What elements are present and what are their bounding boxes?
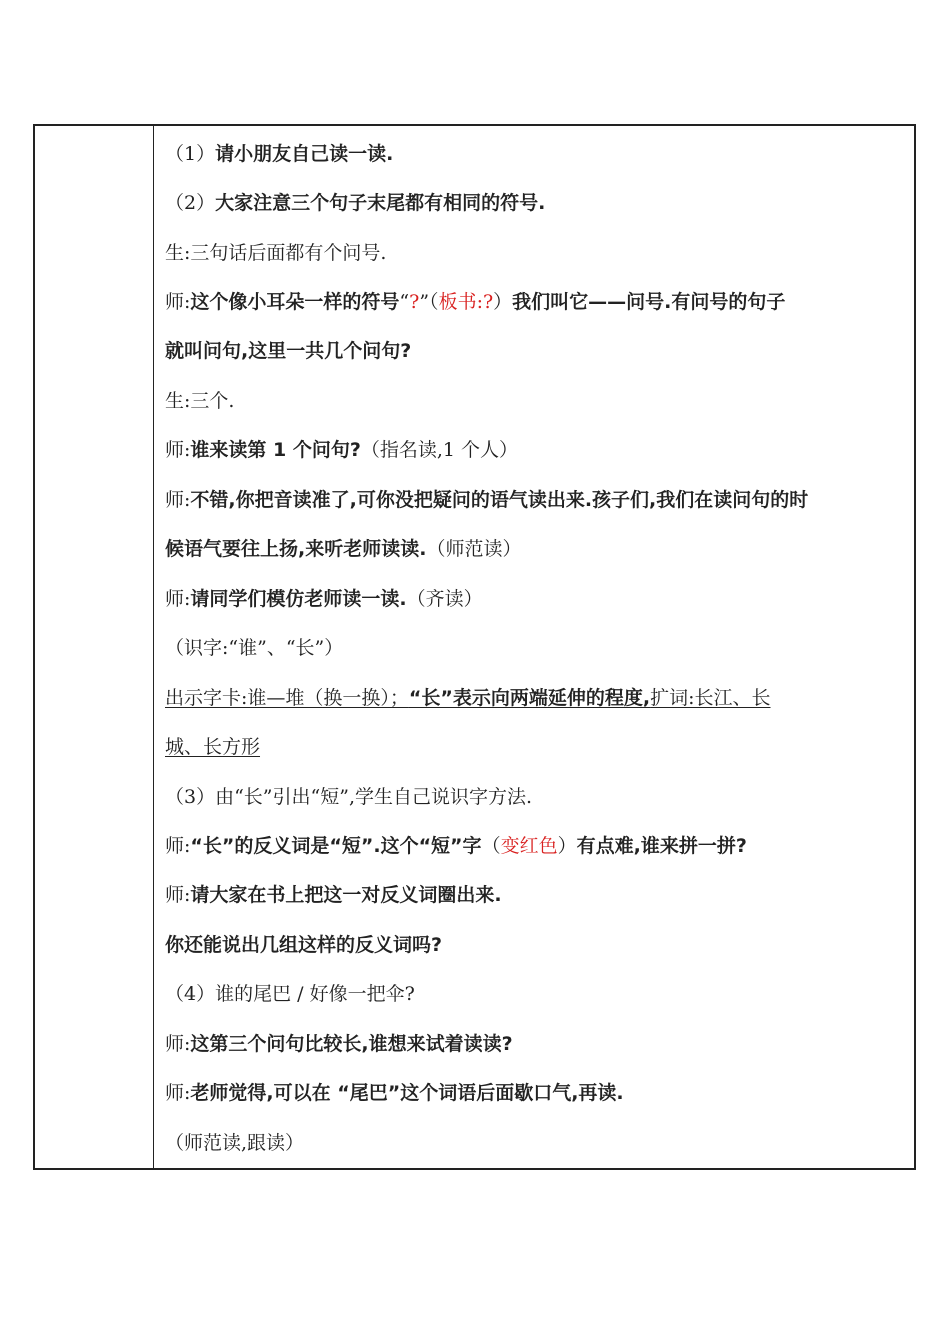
quote-close: ” [419,291,430,313]
text-line [165,980,415,1008]
paren-open: （ [481,835,501,857]
line-text: “长”的反义词是“短”.这个“短”字 [190,835,482,857]
text-line [165,1129,304,1157]
text-line [165,337,411,365]
line-text: 大家注意三个句子末尾都有相同的符号. [215,192,546,214]
paren-open: （ [429,291,439,313]
line-prefix: （1） [165,143,216,165]
line-text: 老师觉得,可以在 “尾巴”这个词语后面歇口气,再读. [190,1082,624,1104]
line-text: 谁来读第 1 个问句? [190,439,361,461]
speaker-label: 师: [165,489,191,511]
text-line [165,733,260,761]
color-note: 变红色 [500,835,558,857]
text-line [165,387,234,415]
text-line [165,140,393,168]
speaker-label: 师: [165,291,191,313]
stage-note: （指名读,1 个人） [360,439,519,461]
quote-open: “ [399,291,410,313]
line-text: 生:三句话后面都有个问号. [165,242,387,264]
speaker-label: 师: [165,439,191,461]
line-text: 生:三个. [165,390,235,412]
text-line [165,832,747,860]
line-text: 这第三个问句比较长,谁想来试着读读? [190,1033,513,1055]
stage-note: （师范读） [426,538,522,560]
speaker-label: 师: [165,884,191,906]
line-text: 你还能说出几组这样的反义词吗? [165,934,443,956]
text-line [165,931,442,959]
speaker-label: 师: [165,588,191,610]
line-text: （识字:“谁”、“长”） [165,637,344,659]
text-line [165,585,483,613]
text-line [165,189,545,217]
line-text: 请大家在书上把这一对反义词圈出来. [190,884,502,906]
left-column-cell [35,126,154,1168]
paren-close: ） [493,291,513,313]
line-text: 请同学们模仿老师读一读. [190,588,407,610]
text-line [165,239,386,267]
line-text: 我们叫它——问号.有问号的句子 [512,291,786,313]
text-line [165,881,502,909]
speaker-label: 师: [165,1033,191,1055]
text-line [165,1030,513,1058]
line-text: 城、长方形 [165,736,261,758]
speaker-label: 师: [165,1082,191,1104]
line-text: 有点难,谁来拼一拼? [576,835,747,857]
line-text: 就叫问句,这里一共几个问句? [165,340,412,362]
question-mark-symbol: ? [409,291,420,313]
line-text-bold: “长”表示向两端延伸的程度, [408,687,651,709]
line-text: 扩词:长江、长 [650,687,771,709]
text-line [165,684,771,712]
text-line [165,535,521,563]
line-text: （3）由“长”引出“短”,学生自己说识字方法. [165,786,533,808]
text-line [165,634,343,662]
line-text: 请小朋友自己读一读. [215,143,394,165]
line-text: 不错,你把音读准了,可你没把疑问的语气读出来.孩子们,我们在读问句的时 [190,489,809,511]
line-text: 出示字卡:谁—堆（换一换）； [165,687,409,709]
speaker-label: 师: [165,835,191,857]
lesson-table [33,124,916,1170]
text-line [165,436,518,464]
text-line [165,288,785,316]
text-line [165,486,808,514]
line-text: （师范读,跟读） [165,1132,305,1154]
line-text: 这个像小耳朵一样的符号 [190,291,400,313]
stage-note: （齐读） [406,588,483,610]
board-note: 板书:? [438,291,494,313]
text-line [165,783,532,811]
paren-close: ） [557,835,577,857]
line-text: （4）谁的尾巴 / 好像一把伞? [165,983,415,1005]
line-prefix: （2） [165,192,216,214]
line-text: 候语气要往上扬,来听老师读读. [165,538,427,560]
text-line [165,1079,624,1107]
